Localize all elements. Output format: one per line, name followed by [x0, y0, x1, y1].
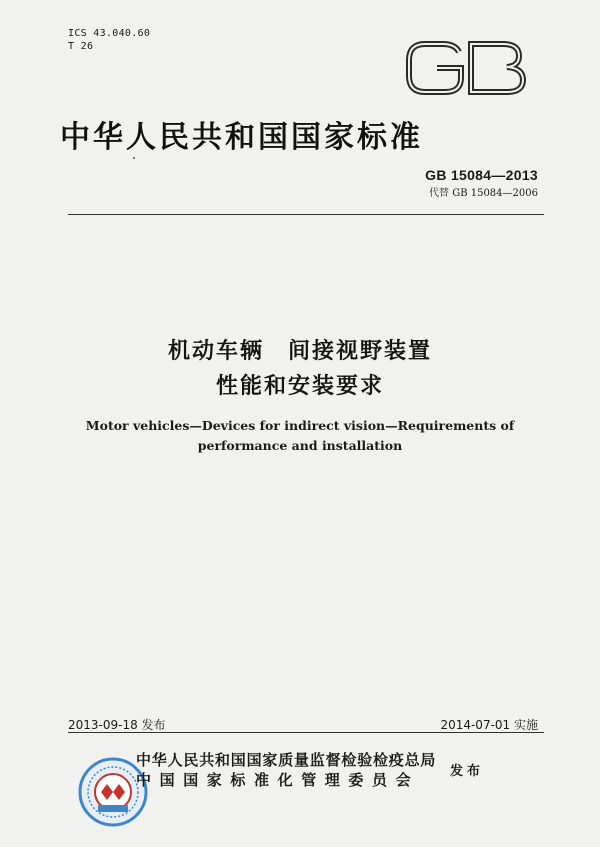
category-code: T 26	[68, 41, 94, 52]
replaces-standard: 代替 GB 15084—2006	[429, 188, 538, 199]
publishing-authorities	[136, 750, 436, 790]
gb-logo-icon	[403, 40, 529, 96]
print-speck	[133, 157, 135, 159]
standard-number: GB 15084—2013	[425, 167, 538, 183]
standard-number-block	[425, 167, 538, 199]
bottom-divider	[68, 732, 544, 733]
ics-code: ICS 43.040.60	[68, 28, 151, 39]
document-title-cn-line1: 机动车辆 间接视野装置	[167, 339, 432, 364]
publisher-sac: 中国国家标准化管理委员会	[136, 771, 420, 789]
issue-date: 2013-09-18 发布	[68, 718, 166, 732]
classification-codes	[68, 27, 150, 53]
document-title-en-line2: performance and installation	[197, 438, 403, 453]
national-standard-title: 中华人民共和国国家标准	[60, 120, 423, 155]
publisher-aqsiq: 中华人民共和国国家质量监督检验检疫总局	[136, 751, 437, 769]
release-label: 发布	[450, 764, 485, 779]
top-divider	[68, 214, 544, 215]
implementation-date: 2014-07-01 实施	[440, 718, 538, 732]
document-title-en-line1: Motor vehicles—Devices for indirect vision—Requirements of	[85, 418, 515, 433]
document-title-cn-line2: 性能和安装要求	[215, 374, 384, 399]
